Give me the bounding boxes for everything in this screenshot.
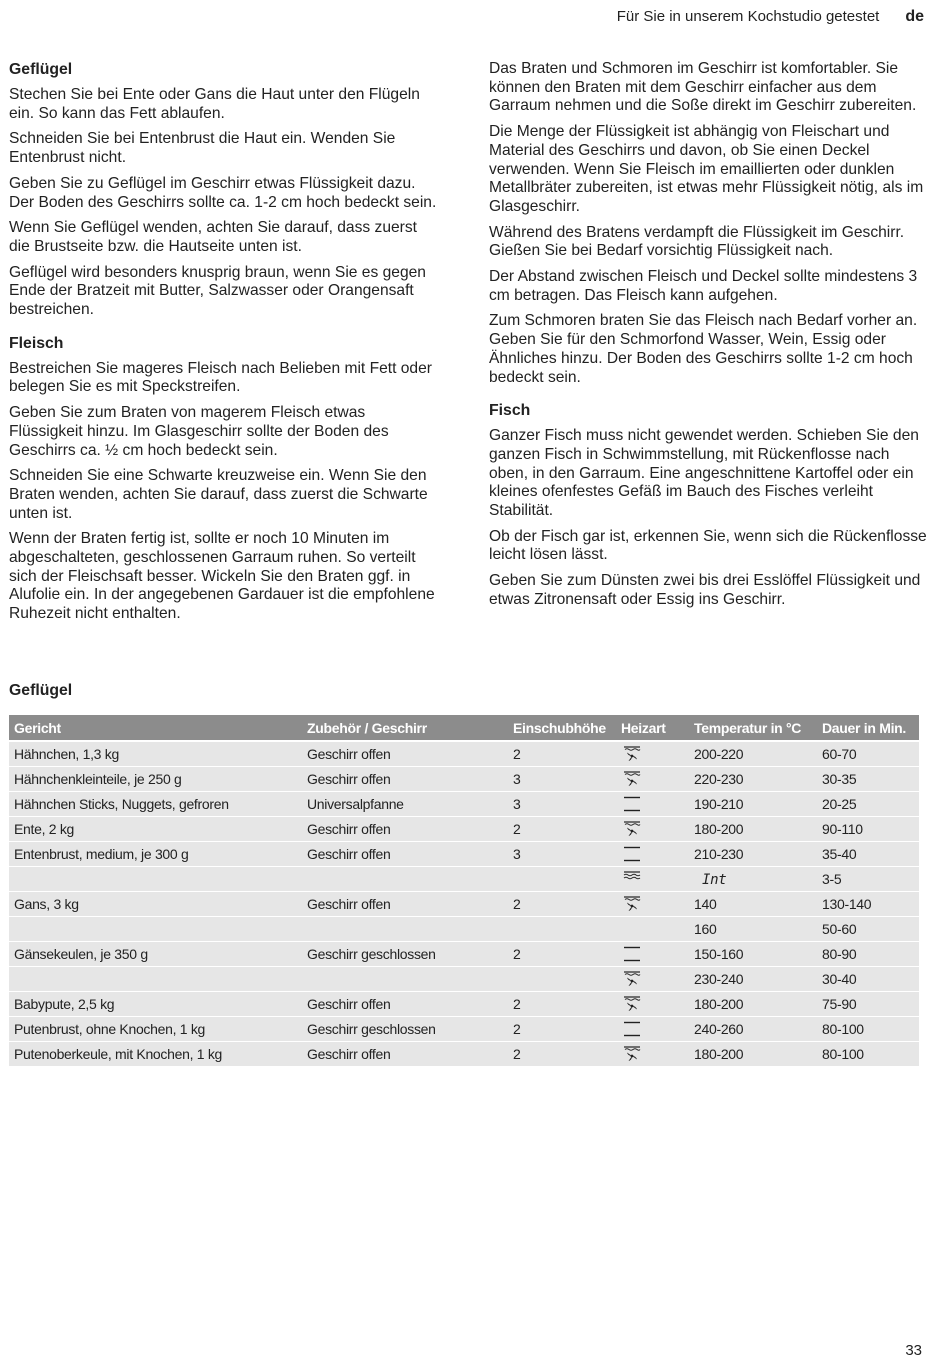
cell-dish: Putenoberkeule, mit Knochen, 1 kg — [9, 1042, 302, 1067]
col-header-duration: Dauer in Min. — [817, 715, 919, 741]
fan-grill-icon — [621, 770, 643, 788]
cell-heating-mode — [616, 867, 689, 892]
cell-dish: Putenbrust, ohne Knochen, 1 kg — [9, 1017, 302, 1042]
cell-accessory: Geschirr offen — [302, 992, 508, 1017]
paragraph: Schneiden Sie eine Schwarte kreuzweise ein. Wenn Sie den Braten wenden, achten Sie darauf, dass zuerst die Schwarte unten ist. — [9, 467, 428, 522]
fan-grill-icon — [621, 745, 643, 763]
cell-level: 2 — [508, 992, 616, 1017]
cell-accessory: Geschirr offen — [302, 1042, 508, 1067]
cell-duration: 130-140 — [817, 892, 919, 917]
cell-temperature: 150-160 — [689, 942, 817, 967]
table-row — [9, 1017, 919, 1042]
col-header-dish: Gericht — [9, 715, 302, 741]
table-row — [9, 1042, 919, 1067]
cell-duration: 90-110 — [817, 817, 919, 842]
cell-dish: Hähnchen, 1,3 kg — [9, 741, 302, 767]
cell-accessory: Geschirr offen — [302, 767, 508, 792]
col-header-accessory: Zubehör / Geschirr — [302, 715, 508, 741]
cell-temperature: 180-200 — [689, 817, 817, 842]
cell-temperature: 180-200 — [689, 1042, 817, 1067]
cell-dish — [9, 967, 302, 992]
table-row — [9, 917, 919, 942]
section-heading-fleisch: Fleisch — [9, 334, 64, 352]
paragraph: Geben Sie zu Geflügel im Geschirr etwas Flüssigkeit dazu. Der Boden des Geschirrs sollte ca. 1-2 cm hoch bedeckt sein. — [9, 174, 437, 211]
cooking-table — [9, 715, 919, 1067]
table-row — [9, 967, 919, 992]
grill-large-icon — [621, 870, 643, 888]
cell-duration: 3-5 — [817, 867, 919, 892]
cell-duration: 30-40 — [817, 967, 919, 992]
cell-accessory: Geschirr offen — [302, 892, 508, 917]
right-column — [489, 60, 929, 617]
fan-grill-icon — [621, 895, 643, 913]
cell-temperature: 160 — [689, 917, 817, 942]
page-header — [617, 8, 924, 26]
cell-heating-mode — [616, 1017, 689, 1042]
cell-level — [508, 917, 616, 942]
paragraph: Geben Sie zum Dünsten zwei bis drei Esslöffel Flüssigkeit und etwas Zitronensaft oder Essig ins Geschirr. — [489, 572, 921, 608]
paragraph: Das Braten und Schmoren im Geschirr ist komfortabler. Sie können den Braten mit dem Geschirr einfacher aus dem Garraum nehmen und die Soße direkt im Geschirr zubereiten. — [489, 60, 917, 115]
cell-heating-mode — [616, 942, 689, 967]
top-bottom-heat-icon — [621, 945, 643, 963]
paragraph: Schneiden Sie bei Entenbrust die Haut ein. Wenden Sie Entenbrust nicht. — [9, 130, 396, 167]
col-header-temperature: Temperatur in °C — [689, 715, 817, 741]
cell-dish: Entenbrust, medium, je 300 g — [9, 842, 302, 867]
cell-heating-mode — [616, 992, 689, 1017]
table-row — [9, 992, 919, 1017]
cell-temperature: 220-230 — [689, 767, 817, 792]
cell-heating-mode — [616, 741, 689, 767]
cell-accessory: Geschirr offen — [302, 817, 508, 842]
cell-dish: Hähnchen Sticks, Nuggets, gefroren — [9, 792, 302, 817]
cell-accessory: Geschirr geschlossen — [302, 942, 508, 967]
cell-level: 2 — [508, 741, 616, 767]
col-header-level: Einschubhöhe — [508, 715, 616, 741]
cell-accessory: Geschirr offen — [302, 741, 508, 767]
cell-heating-mode — [616, 767, 689, 792]
top-bottom-heat-icon — [621, 845, 643, 863]
cell-heating-mode — [616, 917, 689, 942]
top-bottom-heat-icon — [621, 795, 643, 813]
fan-grill-icon — [621, 1045, 643, 1063]
cell-accessory: Geschirr geschlossen — [302, 1017, 508, 1042]
cell-level: 2 — [508, 817, 616, 842]
cell-dish — [9, 867, 302, 892]
paragraph: Der Abstand zwischen Fleisch und Deckel sollte mindestens 3 cm betragen. Das Fleisch kann aufgehen. — [489, 268, 918, 304]
left-column — [9, 60, 439, 631]
cell-level: 3 — [508, 792, 616, 817]
cell-dish: Ente, 2 kg — [9, 817, 302, 842]
cell-heating-mode — [616, 967, 689, 992]
table-header-row — [9, 715, 919, 741]
cell-dish — [9, 917, 302, 942]
cell-dish: Hähnchenkleinteile, je 250 g — [9, 767, 302, 792]
cell-duration: 80-100 — [817, 1042, 919, 1067]
fan-grill-icon — [621, 995, 643, 1013]
cell-temperature — [689, 867, 817, 892]
cell-dish: Gans, 3 kg — [9, 892, 302, 917]
cell-accessory — [302, 967, 508, 992]
table-title: Geflügel — [9, 682, 73, 699]
cell-duration: 30-35 — [817, 767, 919, 792]
fan-grill-icon — [621, 820, 643, 838]
paragraph: Ganzer Fisch muss nicht gewendet werden. Schieben Sie den ganzen Fisch in Schwimmstellung, mit Rückenflosse nach oben, in den Garraum. Eine angeschnittene Kartoffel oder ein kleines ofenfestes Gefäß im Bauch des Fisches verleiht Stabilität. — [489, 427, 919, 520]
cell-level: 2 — [508, 1042, 616, 1067]
cell-heating-mode — [616, 892, 689, 917]
paragraph: Die Menge der Flüssigkeit ist abhängig von Fleischart und Material des Geschirrs und davon, ob Sie einen Deckel verwenden. Wenn Sie Fleisch im emaillierten oder dunklen Metallbräter zubereiten, ist etwas mehr Flüssigkeit nötig, als im Glasgeschirr. — [489, 123, 924, 215]
cell-temperature: 140 — [689, 892, 817, 917]
cell-heating-mode — [616, 792, 689, 817]
cell-level: 2 — [508, 942, 616, 967]
cell-duration: 50-60 — [817, 917, 919, 942]
fan-grill-icon — [621, 970, 643, 988]
language-code: de — [905, 8, 924, 25]
page-number: 33 — [905, 1342, 922, 1359]
cell-duration: 75-90 — [817, 992, 919, 1017]
cell-heating-mode — [616, 1042, 689, 1067]
paragraph: Geben Sie zum Braten von magerem Fleisch etwas Flüssigkeit hinzu. Im Glasgeschirr sollte der Boden des Geschirrs ca. ½ cm hoch bedeckt sein. — [9, 404, 389, 459]
cell-level: 2 — [508, 892, 616, 917]
cell-temperature: 200-220 — [689, 741, 817, 767]
cell-level: 3 — [508, 842, 616, 867]
cell-accessory: Geschirr offen — [302, 842, 508, 867]
cell-duration: 80-100 — [817, 1017, 919, 1042]
paragraph: Während des Bratens verdampft die Flüssigkeit im Geschirr. Gießen Sie bei Bedarf vorsichtig Flüssigkeit nach. — [489, 223, 905, 260]
table-row — [9, 767, 919, 792]
table-row — [9, 792, 919, 817]
header-title: Für Sie in unserem Kochstudio getestet — [616, 8, 880, 25]
cell-temperature: 240-260 — [689, 1017, 817, 1042]
paragraph: Stechen Sie bei Ente oder Gans die Haut unter den Flügeln ein. So kann das Fett ablaufen. — [9, 86, 420, 122]
paragraph: Wenn Sie Geflügel wenden, achten Sie darauf, dass zuerst die Brustseite bzw. die Hautseite unten ist. — [9, 219, 417, 255]
cell-level — [508, 967, 616, 992]
table-row — [9, 817, 919, 842]
col-header-heating-mode: Heizart — [616, 715, 689, 741]
table-row — [9, 867, 919, 892]
cell-temperature: 190-210 — [689, 792, 817, 817]
cell-duration: 80-90 — [817, 942, 919, 967]
table-row — [9, 741, 919, 767]
paragraph: Zum Schmoren braten Sie das Fleisch nach Bedarf vorher an. Geben Sie für den Schmorfond Wasser, Wein, Essig oder Ähnliches hinzu. Der Boden des Geschirrs sollte 1-2 cm hoch bedeckt sein. — [489, 312, 918, 386]
cell-heating-mode — [616, 817, 689, 842]
cell-temperature: 210-230 — [689, 842, 817, 867]
cell-level: 2 — [508, 1017, 616, 1042]
cell-duration: 20-25 — [817, 792, 919, 817]
cell-dish: Babypute, 2,5 kg — [9, 992, 302, 1017]
cell-accessory — [302, 867, 508, 892]
intensity-label: Int — [702, 871, 727, 888]
cell-accessory — [302, 917, 508, 942]
cell-heating-mode — [616, 842, 689, 867]
paragraph: Geflügel wird besonders knusprig braun, wenn Sie es gegen Ende der Bratzeit mit Butter, Salzwasser oder Orangensaft bestreichen. — [9, 263, 426, 319]
table-row — [9, 942, 919, 967]
table-row — [9, 842, 919, 867]
table-row — [9, 892, 919, 917]
cell-level: 3 — [508, 767, 616, 792]
section-heading-fisch: Fisch — [489, 402, 531, 420]
cell-accessory: Universalpfanne — [302, 792, 508, 817]
cell-temperature: 180-200 — [689, 992, 817, 1017]
paragraph: Ob der Fisch gar ist, erkennen Sie, wenn sich die Rückenflosse leicht lösen lässt. — [489, 527, 927, 564]
cell-duration: 60-70 — [817, 741, 919, 767]
paragraph: Wenn der Braten fertig ist, sollte er noch 10 Minuten im abgeschalteten, geschlossenen Garraum ruhen. So verteilt sich der Fleischsaft besser. Wickeln Sie den Braten ggf. in Alufolie ein. In der angegebenen Gardauer ist die empfohlene Ruhezeit nicht enthalten. — [9, 530, 435, 623]
cell-level — [508, 867, 616, 892]
cell-duration: 35-40 — [817, 842, 919, 867]
paragraph: Bestreichen Sie mageres Fleisch nach Belieben mit Fett oder belegen Sie es mit Speckstreifen. — [9, 359, 432, 396]
top-bottom-heat-icon — [621, 1020, 643, 1038]
section-heading-gefluegel: Geflügel — [9, 61, 73, 78]
cell-temperature: 230-240 — [689, 967, 817, 992]
cell-dish: Gänsekeulen, je 350 g — [9, 942, 302, 967]
